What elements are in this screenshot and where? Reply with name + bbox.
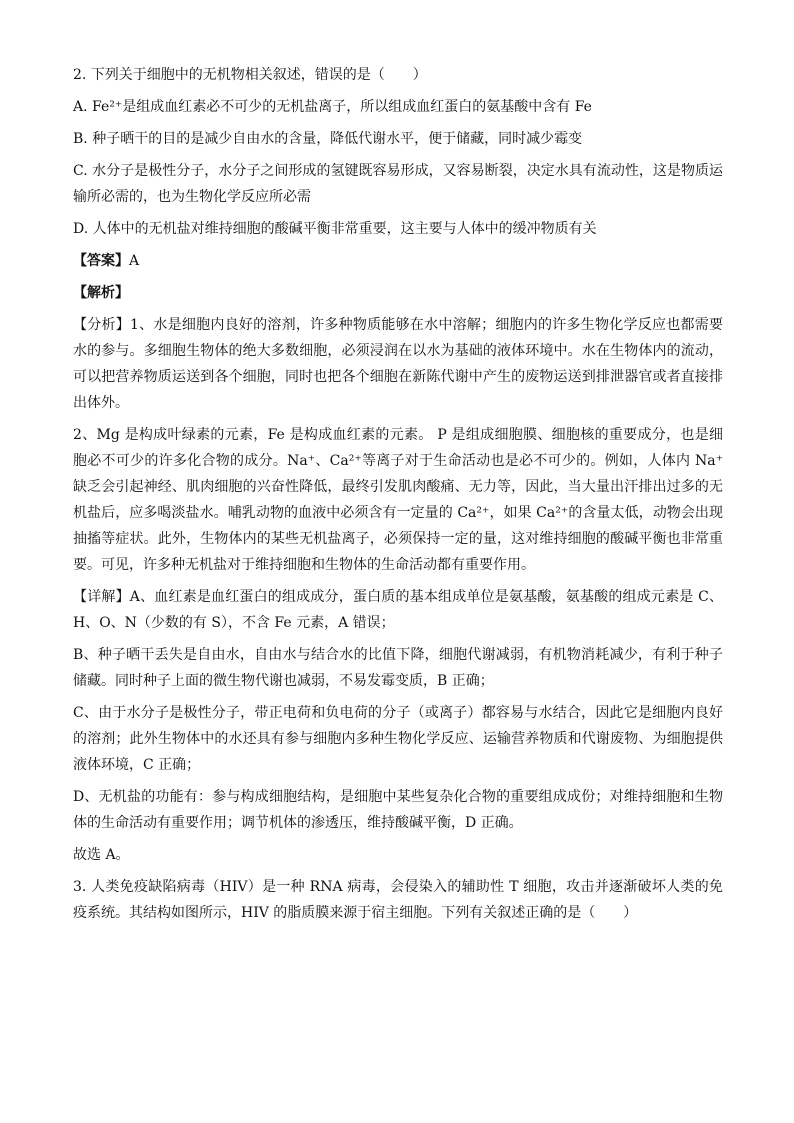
answer-value: A: [129, 253, 140, 269]
answer-label: 【答案】: [73, 253, 129, 269]
detail-a-text: A、血红素是血红蛋白的组成成分，蛋白质的基本组成单位是氨基酸，氨基酸的组成元素是 C、H、O、N（少数的有 S），不含 Fe 元素，A 错误；: [73, 589, 723, 631]
analysis-paragraph-1: [73, 312, 723, 416]
option-a: A. Fe²⁺是组成血红素必不可少的无机盐离子，所以组成血红蛋白的氨基酸中含有 Fe: [73, 99, 592, 115]
option-c: C. 水分子是极性分子，水分子之间形成的氢键既容易形成，又容易断裂，决定水具有流动性，这是物质运输所必需的，也为生物化学反应所必需: [73, 163, 723, 205]
question-3-stem: 3. 人类免疫缺陷病毒（HIV）是一种 RNA 病毒，会侵染入的辅助性 T 细胞，攻击并逐渐破坏人类的免疫系统。其结构如图所示，HIV 的脂质膜来源于宿主细胞。下列有关叙述正确的是（ ）: [73, 879, 723, 921]
conclusion: 故选 A。: [73, 847, 130, 863]
detail-c: C、由于水分子是极性分子，带正电荷和负电荷的分子（或离子）都容易与水结合，因此它是细胞内良好的溶剂；此外生物体中的水还具有参与细胞内多种生物化学反应、运输营养物质和代谢废物、为细胞提供液体环境，C 正确；: [73, 705, 723, 773]
detail-tag: 【详解】: [73, 589, 130, 605]
option-b: B. 种子晒干的目的是减少自由水的含量，降低代谢水平，便于储藏，同时减少霉变: [73, 131, 583, 147]
analysis-text-1: 1、水是细胞内良好的溶剂，许多种物质能够在水中溶解；细胞内的许多生物化学反应也都需要水的参与。多细胞生物体的绝大多数细胞，必须浸润在以水为基础的液体环境中。水在生物体内的流动，可以把营养物质运送到各个细胞，同时也把各个细胞在新陈代谢中产生的废物运送到排泄器官或者直接排出体外。: [73, 317, 724, 411]
analysis-tag: 【分析】: [73, 317, 130, 333]
analysis-paragraph-2: 2、Mg 是构成叶绿素的元素，Fe 是构成血红素的元素。 P 是组成细胞膜、细胞核的重要成分，也是细胞必不可少的许多化合物的成分。Na⁺、Ca²⁺等离子对于生命活动也是必不可少的。例如，人体内 Na⁺缺乏会引起神经、肌肉细胞的兴奋性降低，最终引发肌肉酸痛、无力等，因此，当大量出汗排出过多的无机盐后，应多喝淡盐水。哺乳动物的血液中必须含有一定量的 Ca²⁺，如果 Ca²⁺的含量太低，动物会出现抽搐等症状。此外，生物体内的某些无机盐离子，必须保持一定的量，这对维持细胞的酸碱平衡也非常重要。可见，许多种无机盐对于维持细胞和生物体的生命活动都有重要作用。: [73, 427, 723, 573]
detail-b: B、种子晒干丢失是自由水，自由水与结合水的比值下降，细胞代谢减弱，有机物消耗减少，有利于种子储藏。同时种子上面的微生物代谢也减弱，不易发霉变质，B 正确；: [73, 647, 723, 689]
detail-a: [73, 584, 723, 636]
answer-line: [73, 248, 723, 274]
option-d: D. 人体中的无机盐对维持细胞的酸碱平衡非常重要，这主要与人体中的缓冲物质有关: [73, 221, 597, 237]
question-content: [73, 62, 723, 932]
question-2-stem: 2. 下列关于细胞中的无机物相关叙述，错误的是（ ）: [73, 67, 427, 83]
analysis-label: [73, 280, 723, 306]
detail-d: D、无机盐的功能有：参与构成细胞结构，是细胞中某些复杂化合物的重要组成成份；对维持细胞和生物体的生命活动有重要作用；调节机体的渗透压，维持酸碱平衡，D 正确。: [73, 789, 723, 831]
analysis-heading: 【解析】: [73, 285, 129, 301]
